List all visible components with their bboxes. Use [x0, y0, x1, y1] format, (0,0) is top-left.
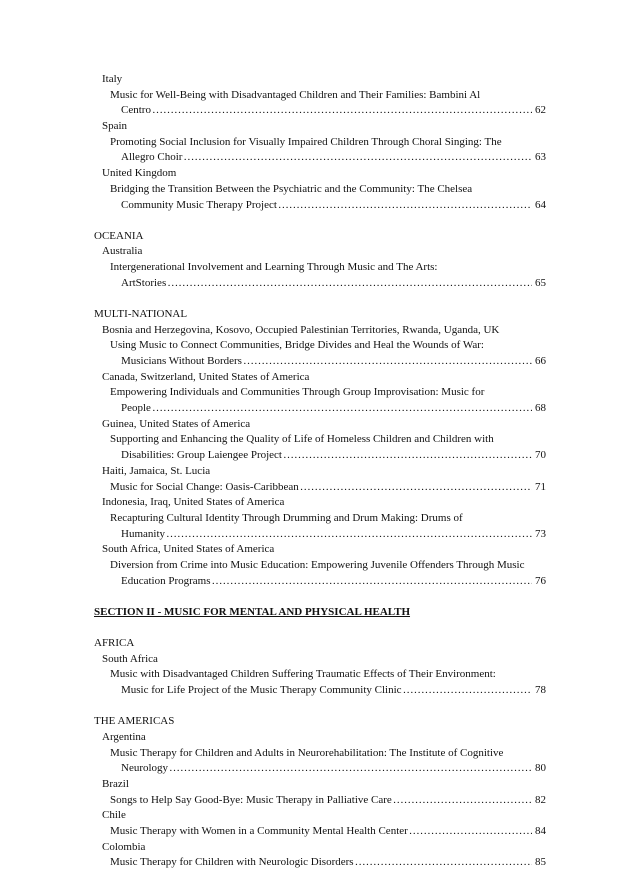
country-label: Spain	[102, 120, 128, 133]
entry-title-text: Songs to Help Say Good-Bye: Music Therapy in Palliative Care	[110, 793, 392, 806]
toc-entry	[94, 855, 546, 871]
entry-title-line: Using Music to Connect Communities, Bridge Divides and Heal the Wounds of War:	[110, 339, 484, 352]
entry-title-text: Neurology	[121, 762, 169, 775]
country-label: Canada, Switzerland, United States of America	[102, 370, 310, 383]
dot-leader	[355, 855, 532, 871]
entry-title-line: Bridging the Transition Between the Psychiatric and the Community: The Chelsea	[110, 182, 473, 195]
country-label: Haiti, Jamaica, St. Lucia	[102, 464, 211, 477]
page-number: 84	[535, 825, 546, 838]
dot-leader	[403, 683, 532, 699]
toc-entry	[94, 824, 546, 840]
country-label: Brazil	[102, 778, 129, 790]
spacer	[94, 291, 546, 307]
entry-title-line: Music Therapy for Children and Adults in Neurorehabilitation: The Institute of Cognitive	[110, 746, 504, 759]
toc-entry	[94, 480, 546, 496]
page-number: 66	[535, 355, 546, 367]
page-number: 62	[535, 104, 546, 117]
entry-title-line: Intergenerational Involvement and Learning Through Music and The Arts:	[110, 261, 438, 274]
dot-leader	[283, 448, 532, 464]
dot-leader	[152, 401, 532, 417]
toc-entry	[94, 448, 546, 464]
country-label: South Africa	[102, 652, 158, 665]
country-label: Italy	[102, 73, 123, 85]
country-label: Indonesia, Iraq, United States of America	[102, 496, 285, 509]
spacer	[94, 213, 546, 229]
toc-entry	[94, 683, 546, 699]
page-number: 82	[535, 793, 546, 806]
toc-entry	[94, 793, 546, 809]
toc-entry	[94, 527, 546, 543]
page-number: 73	[535, 527, 546, 540]
entry-title-line: Recapturing Cultural Identity Through Drumming and Drum Making: Drums of	[110, 511, 463, 524]
dot-leader	[243, 354, 532, 370]
page-number: 64	[535, 198, 546, 211]
entry-title-line: Empowering Individuals and Communities Through Group Improvisation: Music for	[110, 386, 485, 399]
region-heading: MULTI-NATIONAL	[94, 307, 188, 320]
entry-title-text: Humanity	[121, 527, 165, 540]
page-number: 68	[535, 402, 546, 415]
table-of-contents	[94, 72, 546, 871]
spacer	[94, 699, 546, 715]
entry-title-line: Diversion from Crime into Music Education: Empowering Juvenile Offenders Through Music	[110, 558, 525, 571]
entry-title-text: Musicians Without Borders	[121, 355, 242, 367]
region-heading: THE AMERICAS	[94, 715, 175, 728]
dot-leader	[166, 527, 532, 543]
country-label: South Africa, United States of America	[102, 543, 275, 556]
toc-entry	[94, 150, 546, 166]
page-number: 85	[535, 856, 546, 869]
country-label: Colombia	[102, 840, 146, 853]
section-heading: SECTION II - MUSIC FOR MENTAL AND PHYSICAL HEALTH	[94, 605, 411, 618]
entry-title-text: Community Music Therapy Project	[121, 198, 277, 211]
page-number: 76	[535, 574, 546, 587]
dot-leader	[409, 824, 532, 840]
entry-title-text: People	[121, 402, 151, 415]
entry-title-text: Music for Life Project of the Music Therapy Community Clinic	[121, 684, 402, 697]
entry-title-line: Music for Well-Being with Disadvantaged Children and Their Families: Bambini Al	[110, 88, 481, 101]
toc-entry	[94, 276, 546, 292]
page-number: 78	[535, 684, 546, 697]
page-number: 70	[535, 449, 546, 462]
dot-leader	[300, 480, 532, 496]
country-label: Australia	[102, 245, 143, 258]
entry-title-text: Centro	[121, 104, 151, 117]
entry-title-text: Music Therapy with Women in a Community Mental Health Center	[110, 825, 408, 838]
region-heading: OCEANIA	[94, 229, 144, 242]
entry-title-line: Supporting and Enhancing the Quality of Life of Homeless Children and Children with	[110, 433, 494, 446]
region-heading: AFRICA	[94, 637, 135, 649]
entry-title-text: Disabilities: Group Laiengee Project	[121, 449, 282, 462]
toc-entry	[94, 574, 546, 590]
dot-leader	[393, 793, 532, 809]
page-number: 80	[535, 762, 546, 775]
country-label: Argentina	[102, 730, 146, 743]
toc-entry	[94, 401, 546, 417]
spacer	[94, 589, 546, 605]
toc-entry	[94, 761, 546, 777]
country-label: Guinea, United States of America	[102, 417, 251, 430]
country-label: United Kingdom	[102, 167, 177, 180]
page-number: 63	[535, 151, 546, 164]
page-number: 71	[535, 480, 546, 493]
dot-leader	[169, 761, 532, 777]
entry-title-line: Music with Disadvantaged Children Suffering Traumatic Effects of Their Environment:	[110, 668, 496, 681]
toc-entry	[94, 103, 546, 119]
page-number: 65	[535, 276, 546, 289]
dot-leader	[278, 198, 532, 214]
entry-title-text: ArtStories	[121, 276, 167, 289]
country-label: Bosnia and Herzegovina, Kosovo, Occupied Palestinian Territories, Rwanda, Uganda, UK	[102, 323, 500, 336]
dot-leader	[152, 103, 532, 119]
country-label: Chile	[102, 809, 126, 822]
toc-entry	[94, 354, 546, 370]
entry-title-line: Promoting Social Inclusion for Visually Impaired Children Through Choral Singing: The	[110, 135, 502, 148]
entry-title-text: Allegro Choir	[121, 151, 183, 164]
spacer	[94, 621, 546, 637]
entry-title-text: Education Programs	[121, 574, 211, 587]
entry-title-text: Music for Social Change: Oasis-Caribbean	[110, 480, 299, 493]
entry-title-text: Music Therapy for Children with Neurologic Disorders	[110, 856, 354, 869]
dot-leader	[212, 574, 532, 590]
toc-entry	[94, 198, 546, 214]
dot-leader	[183, 150, 532, 166]
dot-leader	[167, 276, 532, 292]
